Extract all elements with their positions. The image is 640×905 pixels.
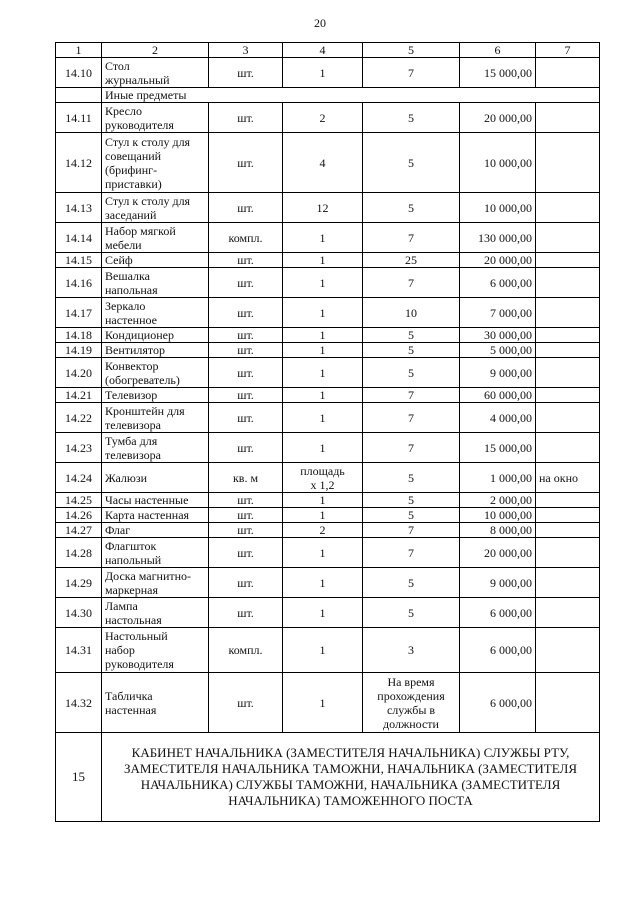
item-name: Флаг (102, 523, 209, 538)
item-number: 14.17 (56, 298, 102, 328)
item-note (536, 568, 600, 598)
item-name: Часы настенные (102, 493, 209, 508)
section-row (56, 88, 600, 103)
item-note (536, 388, 600, 403)
table-row (56, 133, 600, 193)
item-unit: шт. (209, 508, 283, 523)
item-quantity: 4 (283, 133, 363, 193)
item-number: 14.20 (56, 358, 102, 388)
item-name: Телевизор (102, 388, 209, 403)
item-note (536, 538, 600, 568)
table-row (56, 493, 600, 508)
table-row (56, 298, 600, 328)
item-price: 6 000,00 (460, 598, 536, 628)
item-service-life: 7 (363, 403, 460, 433)
item-quantity: 1 (283, 388, 363, 403)
item-number: 14.19 (56, 343, 102, 358)
item-price: 9 000,00 (460, 358, 536, 388)
item-quantity: 1 (283, 343, 363, 358)
item-service-life: 5 (363, 193, 460, 223)
item-name: Стол журнальный (102, 58, 209, 88)
item-price: 6 000,00 (460, 628, 536, 673)
item-price: 10 000,00 (460, 133, 536, 193)
item-number: 14.12 (56, 133, 102, 193)
item-unit: шт. (209, 343, 283, 358)
item-name: Жалюзи (102, 463, 209, 493)
item-name: Кондиционер (102, 328, 209, 343)
item-number: 14.10 (56, 58, 102, 88)
item-quantity: 1 (283, 673, 363, 733)
section-label: Иные предметы (102, 88, 600, 103)
item-price: 130 000,00 (460, 223, 536, 253)
item-price: 8 000,00 (460, 523, 536, 538)
item-quantity: 1 (283, 298, 363, 328)
table-header-row (56, 43, 600, 58)
column-header: 5 (363, 43, 460, 58)
item-note (536, 403, 600, 433)
table-row (56, 463, 600, 493)
item-unit: шт. (209, 358, 283, 388)
item-quantity: 1 (283, 628, 363, 673)
item-service-life: 5 (363, 133, 460, 193)
item-number: 14.29 (56, 568, 102, 598)
table-row (56, 388, 600, 403)
item-quantity: 2 (283, 523, 363, 538)
item-unit: шт. (209, 298, 283, 328)
item-price: 4 000,00 (460, 403, 536, 433)
item-quantity: 1 (283, 358, 363, 388)
item-price: 2 000,00 (460, 493, 536, 508)
item-service-life: 5 (363, 358, 460, 388)
item-number: 14.16 (56, 268, 102, 298)
section-num-cell (56, 88, 102, 103)
item-unit: компл. (209, 628, 283, 673)
column-header: 7 (536, 43, 600, 58)
item-number: 14.23 (56, 433, 102, 463)
item-service-life: 7 (363, 523, 460, 538)
item-service-life: 5 (363, 568, 460, 598)
item-service-life: 5 (363, 343, 460, 358)
item-note (536, 523, 600, 538)
item-number: 14.26 (56, 508, 102, 523)
item-price: 20 000,00 (460, 538, 536, 568)
item-number: 14.15 (56, 253, 102, 268)
table-row (56, 58, 600, 88)
item-service-life: 7 (363, 538, 460, 568)
column-header: 2 (102, 43, 209, 58)
table-row (56, 358, 600, 388)
item-name: Флагшток напольный (102, 538, 209, 568)
item-service-life: На время прохождения службы в должности (363, 673, 460, 733)
item-price: 1 000,00 (460, 463, 536, 493)
table-row (56, 673, 600, 733)
item-service-life: 5 (363, 598, 460, 628)
item-name: Сейф (102, 253, 209, 268)
item-quantity: 1 (283, 538, 363, 568)
item-number: 14.25 (56, 493, 102, 508)
item-note (536, 343, 600, 358)
item-unit: шт. (209, 403, 283, 433)
item-note (536, 328, 600, 343)
item-note (536, 58, 600, 88)
item-name: Доска магнитно- маркерная (102, 568, 209, 598)
item-price: 15 000,00 (460, 433, 536, 463)
item-quantity: 1 (283, 403, 363, 433)
item-service-life: 7 (363, 268, 460, 298)
item-name: Стул к столу для заседаний (102, 193, 209, 223)
item-service-life: 25 (363, 253, 460, 268)
item-quantity: 1 (283, 493, 363, 508)
item-note (536, 493, 600, 508)
item-unit: шт. (209, 253, 283, 268)
item-unit: шт. (209, 523, 283, 538)
item-name: Набор мягкой мебели (102, 223, 209, 253)
item-number: 14.22 (56, 403, 102, 433)
item-number: 14.31 (56, 628, 102, 673)
item-quantity: 1 (283, 58, 363, 88)
table-row (56, 193, 600, 223)
section-number: 15 (56, 733, 102, 822)
item-name: Кресло руководителя (102, 103, 209, 133)
table-row (56, 433, 600, 463)
item-service-life: 5 (363, 508, 460, 523)
item-price: 6 000,00 (460, 673, 536, 733)
item-price: 30 000,00 (460, 328, 536, 343)
item-name: Карта настенная (102, 508, 209, 523)
item-note (536, 673, 600, 733)
item-number: 14.24 (56, 463, 102, 493)
item-unit: шт. (209, 268, 283, 298)
item-unit: шт. (209, 58, 283, 88)
item-note (536, 508, 600, 523)
column-header: 6 (460, 43, 536, 58)
item-price: 5 000,00 (460, 343, 536, 358)
item-quantity: 1 (283, 253, 363, 268)
item-quantity: площадь х 1,2 (283, 463, 363, 493)
item-quantity: 1 (283, 598, 363, 628)
item-note: на окно (536, 463, 600, 493)
item-quantity: 1 (283, 268, 363, 298)
item-number: 14.28 (56, 538, 102, 568)
item-service-life: 7 (363, 58, 460, 88)
table-row (56, 628, 600, 673)
item-service-life: 5 (363, 493, 460, 508)
item-service-life: 5 (363, 463, 460, 493)
item-note (536, 598, 600, 628)
page-number: 20 (314, 16, 326, 30)
item-note (536, 133, 600, 193)
item-service-life: 7 (363, 223, 460, 253)
item-service-life: 5 (363, 103, 460, 133)
column-header: 1 (56, 43, 102, 58)
item-unit: шт. (209, 433, 283, 463)
item-number: 14.14 (56, 223, 102, 253)
item-unit: кв. м (209, 463, 283, 493)
item-price: 7 000,00 (460, 298, 536, 328)
item-note (536, 358, 600, 388)
item-note (536, 103, 600, 133)
item-note (536, 433, 600, 463)
item-name: Тумба для телевизора (102, 433, 209, 463)
item-price: 20 000,00 (460, 253, 536, 268)
item-unit: шт. (209, 193, 283, 223)
item-name: Вентилятор (102, 343, 209, 358)
item-quantity: 1 (283, 508, 363, 523)
table-row (56, 103, 600, 133)
table-row (56, 508, 600, 523)
item-name: Настольный набор руководителя (102, 628, 209, 673)
item-quantity: 1 (283, 328, 363, 343)
column-header: 4 (283, 43, 363, 58)
table-row (56, 253, 600, 268)
item-quantity: 12 (283, 193, 363, 223)
table-row (56, 568, 600, 598)
item-quantity: 2 (283, 103, 363, 133)
item-price: 60 000,00 (460, 388, 536, 403)
item-price: 6 000,00 (460, 268, 536, 298)
item-name: Стул к столу для совещаний (брифинг- приставки) (102, 133, 209, 193)
item-note (536, 298, 600, 328)
item-price: 15 000,00 (460, 58, 536, 88)
item-name: Конвектор (обогреватель) (102, 358, 209, 388)
item-price: 10 000,00 (460, 193, 536, 223)
item-note (536, 628, 600, 673)
section-15-row (56, 733, 600, 822)
item-note (536, 223, 600, 253)
item-note (536, 268, 600, 298)
item-unit: шт. (209, 538, 283, 568)
item-unit: шт. (209, 328, 283, 343)
item-quantity: 1 (283, 223, 363, 253)
table-row (56, 343, 600, 358)
table-row (56, 223, 600, 253)
item-unit: шт. (209, 493, 283, 508)
item-name: Лампа настольная (102, 598, 209, 628)
item-unit: шт. (209, 103, 283, 133)
item-quantity: 1 (283, 568, 363, 598)
item-name: Зеркало настенное (102, 298, 209, 328)
item-number: 14.32 (56, 673, 102, 733)
item-note (536, 193, 600, 223)
item-unit: шт. (209, 673, 283, 733)
item-service-life: 5 (363, 328, 460, 343)
equipment-table (55, 42, 600, 822)
item-price: 10 000,00 (460, 508, 536, 523)
table-row (56, 598, 600, 628)
section-title: КАБИНЕТ НАЧАЛЬНИКА (ЗАМЕСТИТЕЛЯ НАЧАЛЬНИКА) СЛУЖБЫ РТУ, ЗАМЕСТИТЕЛЯ НАЧАЛЬНИКА ТАМОЖНИ, НАЧАЛЬНИКА (ЗАМЕСТИТЕЛЯ НАЧАЛЬНИКА) СЛУЖБЫ ТАМОЖНИ, НАЧАЛЬНИКА (ЗАМЕСТИТЕЛЯ НАЧАЛЬНИКА) ТАМОЖЕННОГО ПОСТА (102, 733, 600, 822)
item-service-life: 7 (363, 433, 460, 463)
item-unit: шт. (209, 568, 283, 598)
item-unit: шт. (209, 598, 283, 628)
item-name: Кронштейн для телевизора (102, 403, 209, 433)
item-unit: шт. (209, 388, 283, 403)
item-service-life: 10 (363, 298, 460, 328)
item-note (536, 253, 600, 268)
table-row (56, 538, 600, 568)
item-number: 14.13 (56, 193, 102, 223)
item-unit: шт. (209, 133, 283, 193)
item-service-life: 3 (363, 628, 460, 673)
item-price: 20 000,00 (460, 103, 536, 133)
item-price: 9 000,00 (460, 568, 536, 598)
table-row (56, 403, 600, 433)
item-service-life: 7 (363, 388, 460, 403)
item-number: 14.11 (56, 103, 102, 133)
item-number: 14.21 (56, 388, 102, 403)
table-row (56, 523, 600, 538)
item-number: 14.27 (56, 523, 102, 538)
item-name: Табличка настенная (102, 673, 209, 733)
item-unit: компл. (209, 223, 283, 253)
item-quantity: 1 (283, 433, 363, 463)
table-row (56, 268, 600, 298)
column-header: 3 (209, 43, 283, 58)
table-row (56, 328, 600, 343)
item-name: Вешалка напольная (102, 268, 209, 298)
item-number: 14.30 (56, 598, 102, 628)
item-number: 14.18 (56, 328, 102, 343)
